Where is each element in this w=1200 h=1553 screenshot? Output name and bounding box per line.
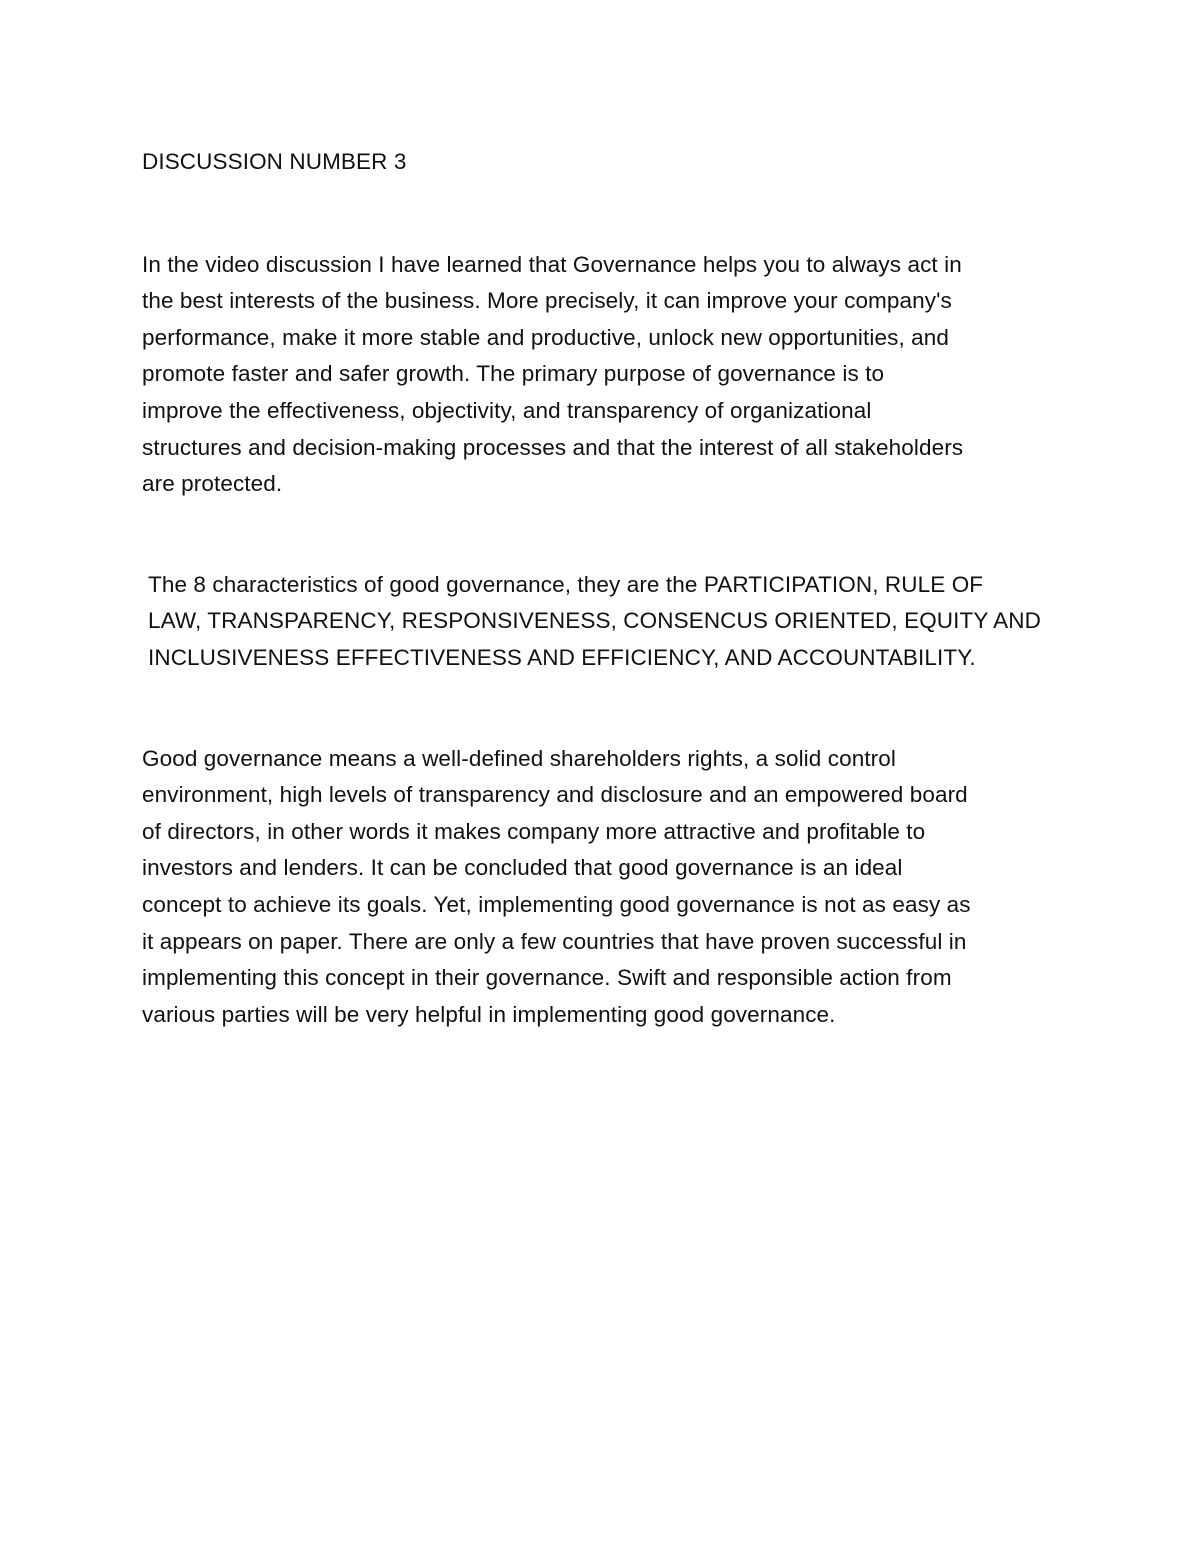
paragraph-line: performance, make it more stable and productive, unlock new opportunities, and: [142, 324, 949, 350]
paragraph-line: are protected.: [142, 471, 283, 497]
paragraph-line: Good governance means a well-defined shareholders rights, a solid control: [142, 745, 896, 771]
paragraph-governance-purpose: [142, 247, 1072, 503]
paragraph-line: concept to achieve its goals. Yet, implementing good governance is not as easy as: [142, 891, 971, 917]
document-body: [142, 144, 1072, 1033]
paragraph-characteristics: [142, 567, 1072, 677]
paragraph-line: structures and decision-making processes and that the interest of all stakeholders: [142, 434, 964, 460]
paragraph-line: implementing this concept in their governance. Swift and responsible action from: [142, 965, 952, 991]
paragraph-line: environment, high levels of transparency and disclosure and an empowered board: [142, 782, 968, 808]
paragraph-line: it appears on paper. There are only a few countries that have proven successful in: [142, 928, 967, 954]
paragraph-line: The 8 characteristics of good governance, they are the PARTICIPATION, RULE OF: [148, 571, 984, 597]
paragraph-line: LAW, TRANSPARENCY, RESPONSIVENESS, CONSENCUS ORIENTED, EQUITY AND: [148, 608, 1041, 634]
document-heading: DISCUSSION NUMBER 3: [142, 149, 407, 174]
paragraph-good-governance: [142, 741, 1072, 1034]
paragraph-line: INCLUSIVENESS EFFECTIVENESS AND EFFICIENCY, AND ACCOUNTABILITY.: [148, 644, 976, 670]
paragraph-line: various parties will be very helpful in implementing good governance.: [142, 1001, 836, 1027]
paragraph-line: of directors, in other words it makes company more attractive and profitable to: [142, 818, 926, 844]
paragraph-line: improve the effectiveness, objectivity, and transparency of organizational: [142, 397, 872, 423]
paragraph-line: investors and lenders. It can be concluded that good governance is an ideal: [142, 855, 903, 881]
paragraph-line: In the video discussion I have learned that Governance helps you to always act in: [142, 251, 962, 277]
paragraph-line: the best interests of the business. More precisely, it can improve your company's: [142, 288, 952, 314]
paragraph-line: promote faster and safer growth. The primary purpose of governance is to: [142, 361, 885, 387]
